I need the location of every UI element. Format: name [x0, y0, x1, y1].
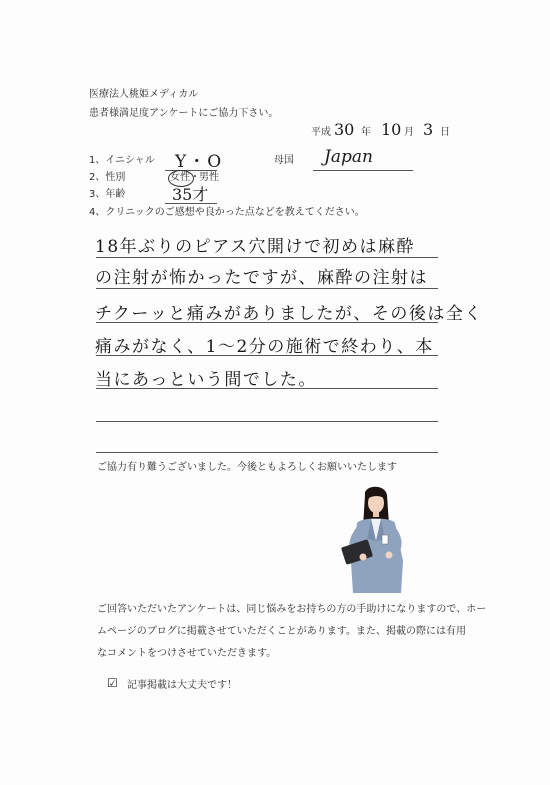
date-day-unit: 日 — [440, 127, 450, 138]
country-value: Japan — [324, 147, 373, 167]
initials-label: 1、イニシャル — [89, 155, 155, 166]
answer-rule-5 — [96, 388, 438, 389]
notice-line-3: なコメントをつけさせていただきます。 — [97, 648, 277, 659]
country-label: 母国 — [274, 155, 294, 166]
answer-line-1: 18年ぶりのピアス穴開けで初めは麻酔 — [95, 237, 415, 257]
notice-line-1: ご回答いただいたアンケートは、同じ悩みをお持ちの方の手助けになりますので、ホー — [97, 604, 487, 615]
answer-line-2: の注射が怖かったですが、麻酔の注射は — [95, 268, 428, 288]
answer-rule-7 — [96, 452, 438, 453]
answer-rule-4 — [96, 355, 438, 356]
answer-line-5: 当にあっという間でした。 — [95, 370, 317, 390]
date-era: 平成 — [311, 127, 331, 138]
clinic-name: 医療法人桃姫メディカル — [89, 89, 199, 100]
notice-line-2: ムページのブログに掲載させていただくことがあります。また、掲載の際には有用 — [97, 626, 466, 637]
country-underline — [313, 170, 413, 171]
answer-rule-3 — [96, 322, 438, 323]
answer-rule-1 — [96, 257, 438, 258]
thanks-message: ご協力有り難うございました。今後ともよろしくお願いいたします — [97, 462, 397, 473]
age-value: 35才 — [172, 185, 209, 204]
comments-prompt: 4、クリニックのご感想や良かった点などを教えてください。 — [89, 207, 365, 218]
date-year-unit: 年 — [361, 127, 371, 138]
answer-line-3: チクーッと痛みがありましたが、その後は全く — [95, 304, 483, 324]
gender-label: 2、性別 — [89, 172, 126, 183]
date-year: 30 — [334, 120, 355, 139]
businesswoman-image — [333, 483, 419, 593]
gender-separator: ・ — [190, 172, 200, 183]
consent-checkbox: ☑ — [107, 676, 118, 690]
date-day: 3 — [423, 120, 434, 139]
consent-text: 記事掲載は大丈夫です！ — [127, 680, 237, 691]
gender-male: 男性 — [199, 172, 219, 183]
date-month-unit: 月 — [404, 127, 414, 138]
answer-rule-2 — [96, 288, 438, 289]
gender-female: 女性 — [170, 172, 190, 183]
answer-line-4: 痛みがなく、1～2分の施術で終わり、本 — [95, 337, 434, 357]
age-underline — [165, 203, 217, 204]
answer-rule-6 — [96, 421, 438, 422]
date-month: 10 — [381, 120, 402, 139]
initials-value: Y・O — [175, 152, 224, 172]
age-label: 3、年齢 — [89, 189, 126, 200]
survey-title: 患者様満足度アンケートにご協力下さい。 — [89, 108, 279, 119]
